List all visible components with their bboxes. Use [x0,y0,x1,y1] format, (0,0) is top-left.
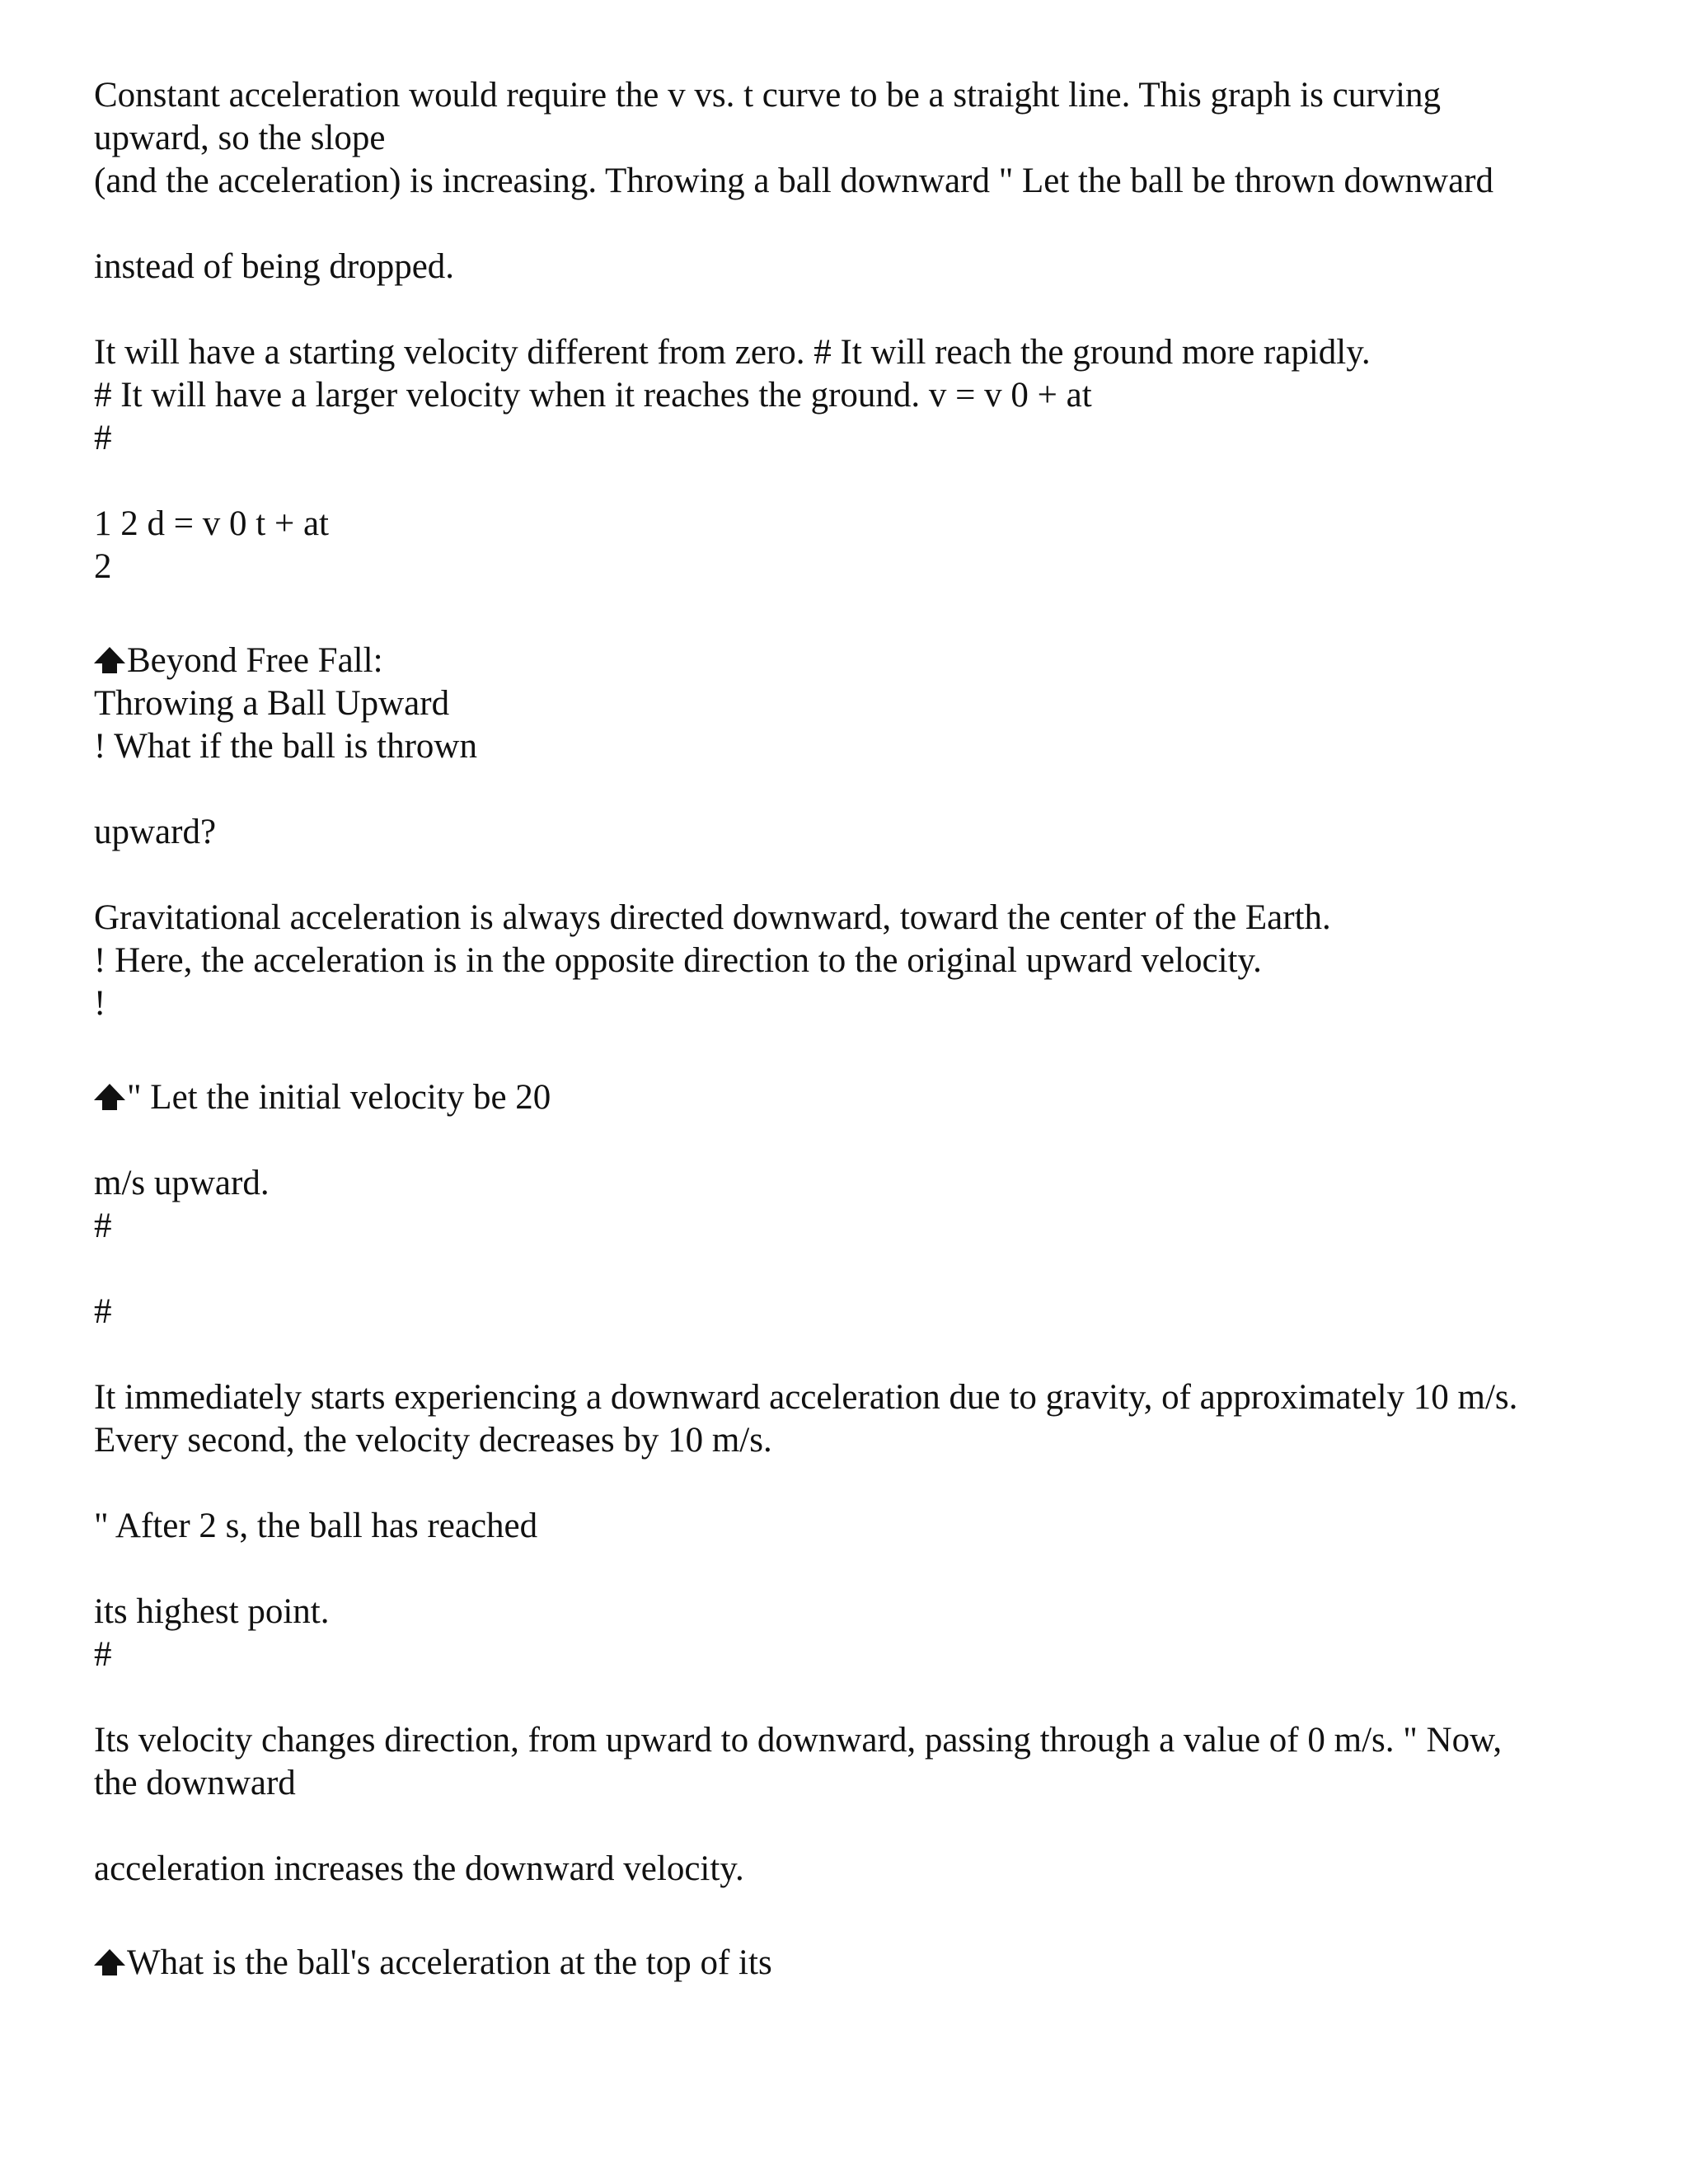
text-line: # [94,1635,112,1674]
bullet-text: " Let the initial velocity be 20 [127,1078,551,1117]
bullet-text: What is the ball's acceleration at the top of its [127,1943,772,1982]
text-line: acceleration increases the downward velocity. [94,1849,744,1888]
text-line: # [94,1292,112,1331]
text-line: Every second, the velocity decreases by 10 m/s. [94,1421,772,1460]
text-line: ! What if the ball is thrown [94,727,477,766]
bullet-line [92,1942,772,1985]
text-line: upward, so the slope [94,119,386,157]
text-line: Gravitational acceleration is always directed downward, toward the center of the Earth. [94,898,1331,937]
heading-line: Throwing a Ball Upward [94,684,450,723]
text-line: its highest point. [94,1592,330,1631]
text-line: # It will have a larger velocity when it reaches the ground. v = v 0 + at [94,376,1092,415]
text-line: Its velocity changes direction, from upward to downward, passing through a value of 0 m/s. " Now, [94,1721,1503,1760]
text-line: upward? [94,813,217,851]
text-line: # [94,419,112,457]
equation-line: 2 [94,547,112,586]
heading-line [92,640,383,682]
text-line: ! [94,984,106,1023]
bullet-line [92,1076,551,1119]
text-line: It will have a starting velocity different from zero. # It will reach the ground more rapidly. [94,333,1371,372]
text-line: (and the acceleration) is increasing. Throwing a ball downward " Let the ball be thrown downward [94,162,1493,200]
text-line: instead of being dropped. [94,247,455,286]
heading-text: Beyond Free Fall: [127,641,383,680]
text-line: It immediately starts experiencing a downward acceleration due to gravity, of approximately 10 m/s. [94,1378,1518,1417]
text-line: " After 2 s, the ball has reached [94,1507,538,1545]
text-line: the downward [94,1764,296,1802]
text-line: ! Here, the acceleration is in the opposite direction to the original upward velocity. [94,941,1262,980]
text-line: Constant acceleration would require the v vs. t curve to be a straight line. This graph is curving [94,76,1441,115]
equation-line: 1 2 d = v 0 t + at [94,504,329,543]
text-line: m/s upward. [94,1164,270,1202]
text-line: # [94,1207,112,1245]
